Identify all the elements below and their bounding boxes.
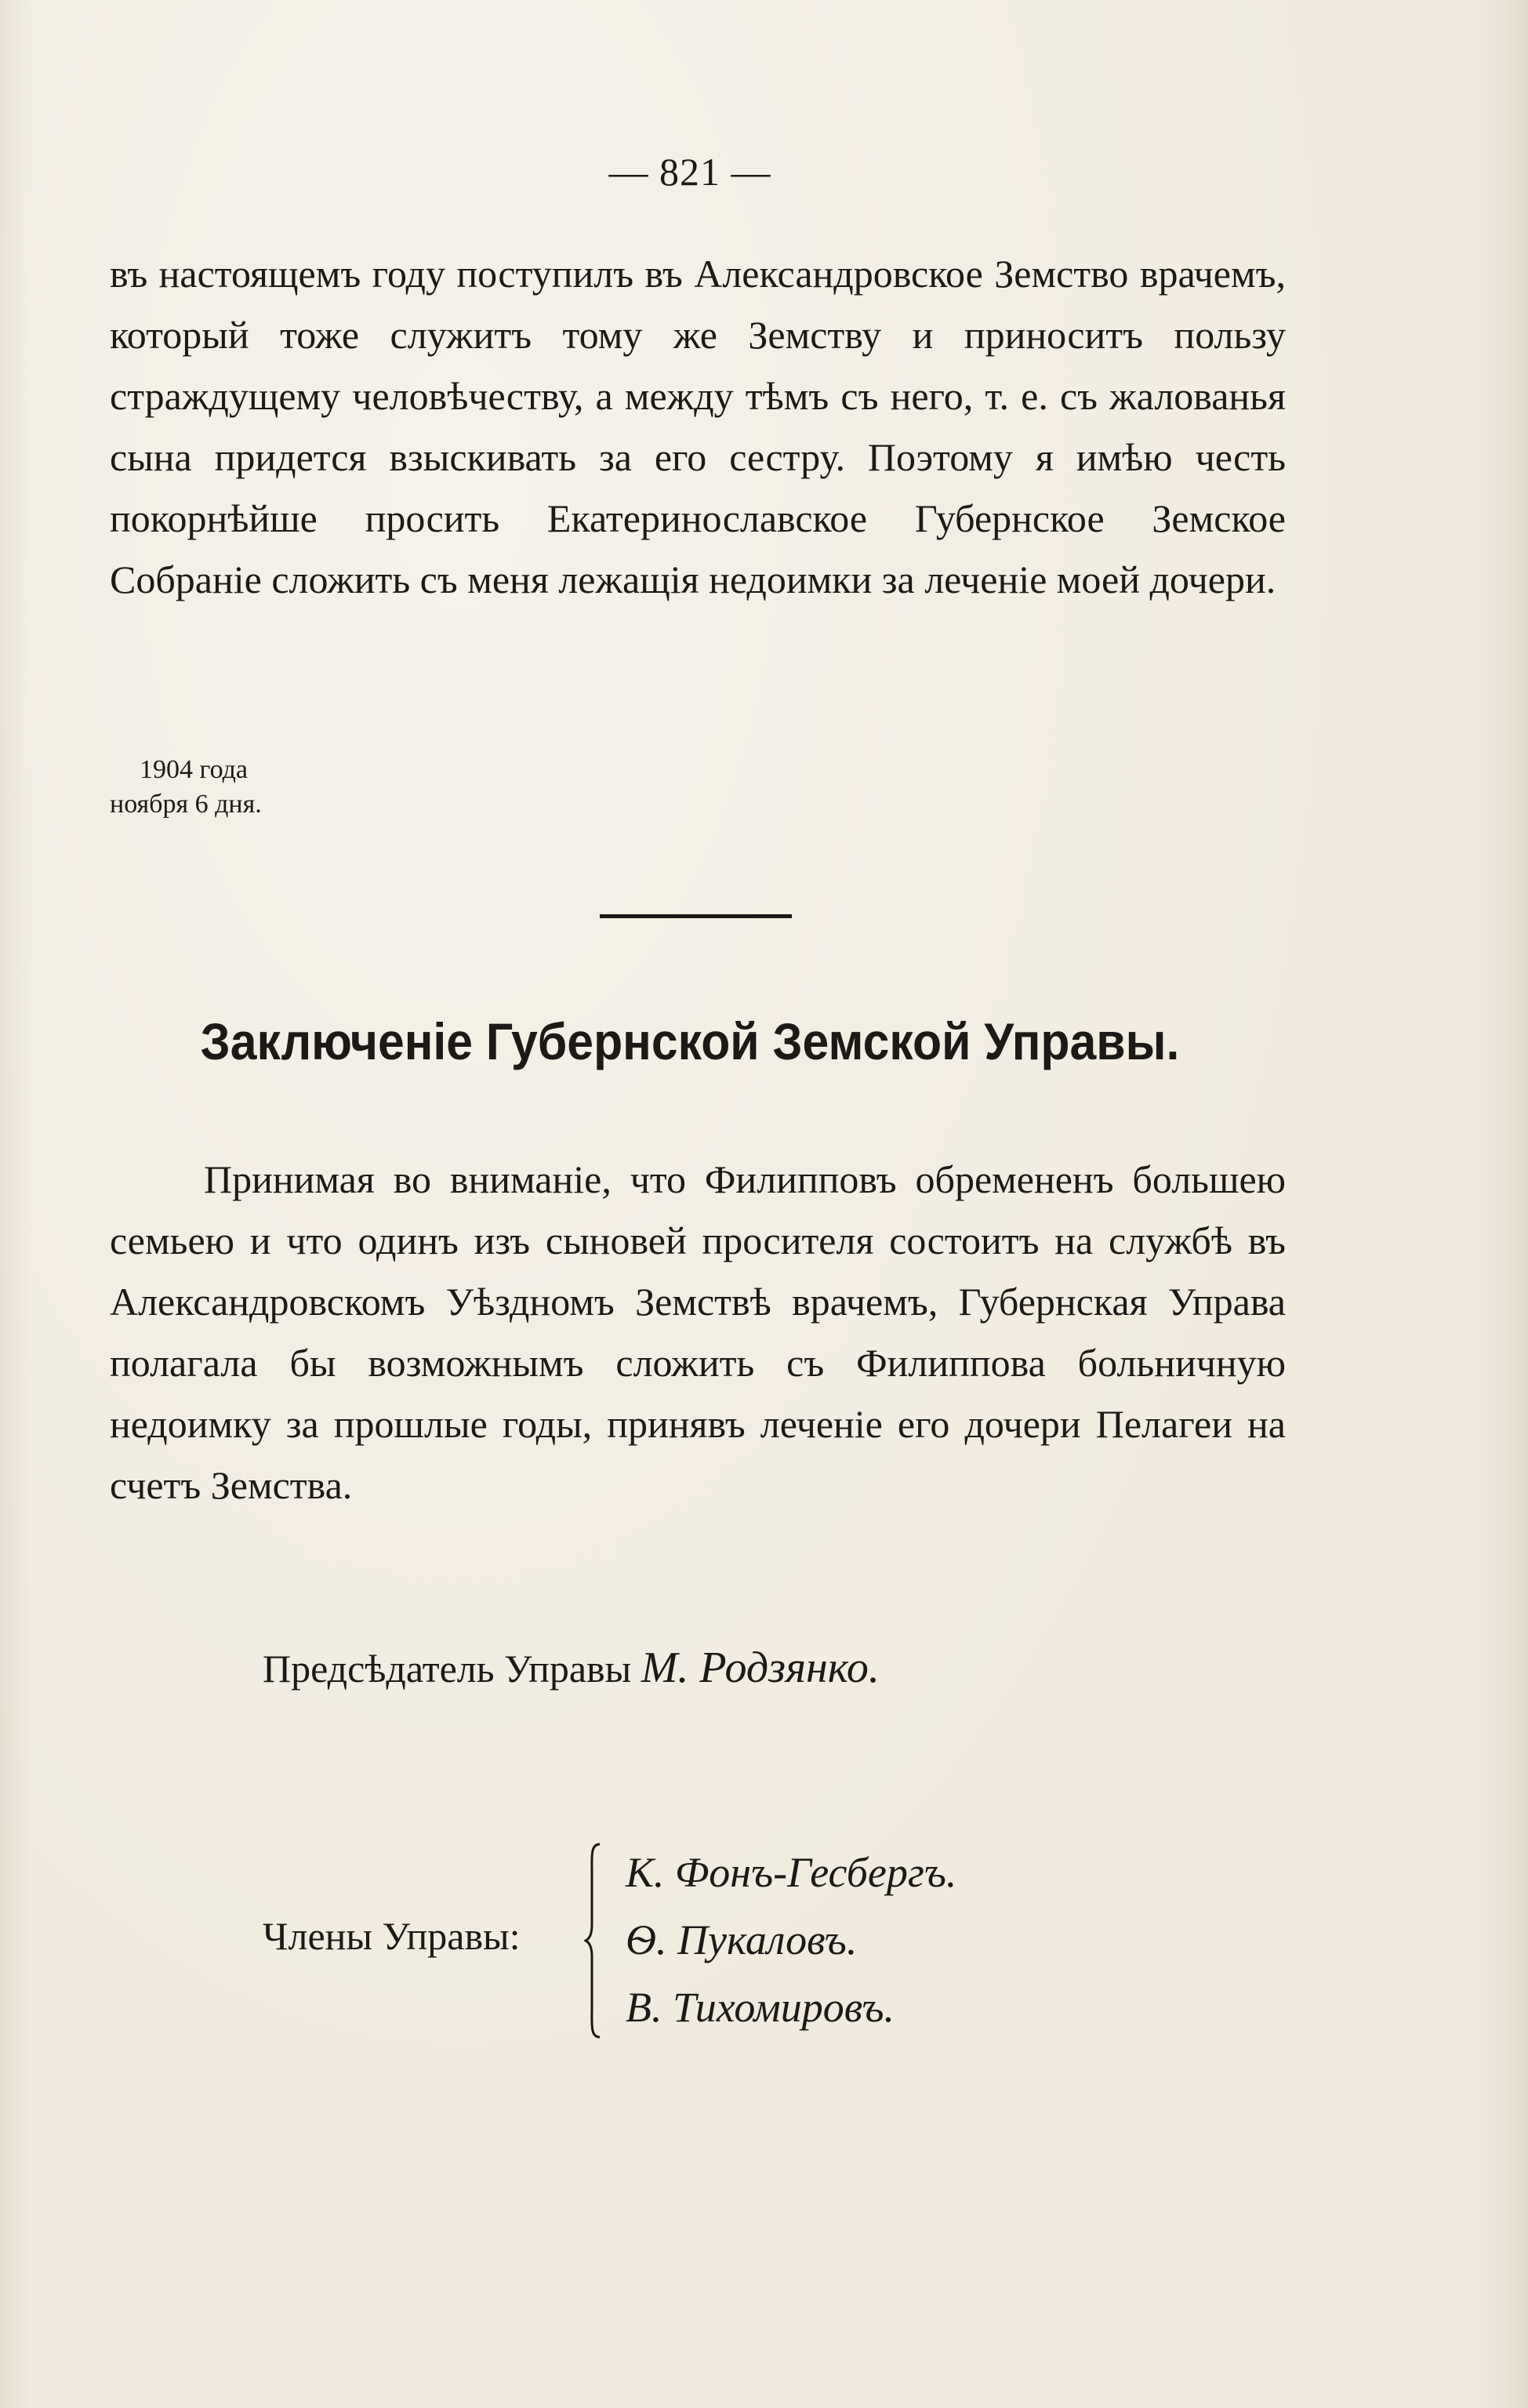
members-label: Члены Управы: <box>263 1914 521 1958</box>
section-heading: Заключенiе Губернской Земской Управы. <box>200 1012 1180 1070</box>
date-block <box>110 753 262 822</box>
brace-icon <box>584 1843 601 2039</box>
member-name: Ѳ. Пукаловъ. <box>626 1916 858 1963</box>
conclusion-paragraph: Принимая во вниманiе, что Филипповъ обремененъ большею семьею и что одинъ изъ сыновей просителя состоитъ на службѣ въ Александровскомъ Уѣздномъ Земствѣ врачемъ, Губернская Управа полагала бы возможнымъ сложить съ Филиппова больничную недоимку за прошлые годы, принявъ леченiе его дочери Пелагеи на счетъ Земства. <box>110 1157 1286 1507</box>
petition-paragraph: въ настоящемъ году поступилъ въ Александровское Земство врачемъ, который тоже служитъ тому же Земству и приноситъ пользу страждущему человѣчеству, а между тѣмъ съ него, т. е. съ жалованья сына придется взыскивать за его сестру. Поэтому я имѣю честь покорнѣйше просить Екатеринославское Губернское Земское Собранiе сложить съ меня лежащiя недоимки за леченiе моей дочери. <box>110 252 1286 601</box>
date-day: ноября 6 дня. <box>110 790 262 819</box>
member-name: К. Фонъ-Гесбергъ. <box>626 1849 957 1896</box>
members-list <box>626 1839 956 2041</box>
chairman-label: Предсѣдатель Управы <box>263 1647 632 1691</box>
member-name: В. Тихомировъ. <box>626 1984 895 2031</box>
page-number: — 821 — <box>608 150 771 194</box>
chairman-signature: М. Родзянко. <box>641 1643 880 1692</box>
section-divider <box>600 914 792 918</box>
chairman-line <box>263 1643 880 1693</box>
date-year: 1904 года <box>140 755 249 784</box>
